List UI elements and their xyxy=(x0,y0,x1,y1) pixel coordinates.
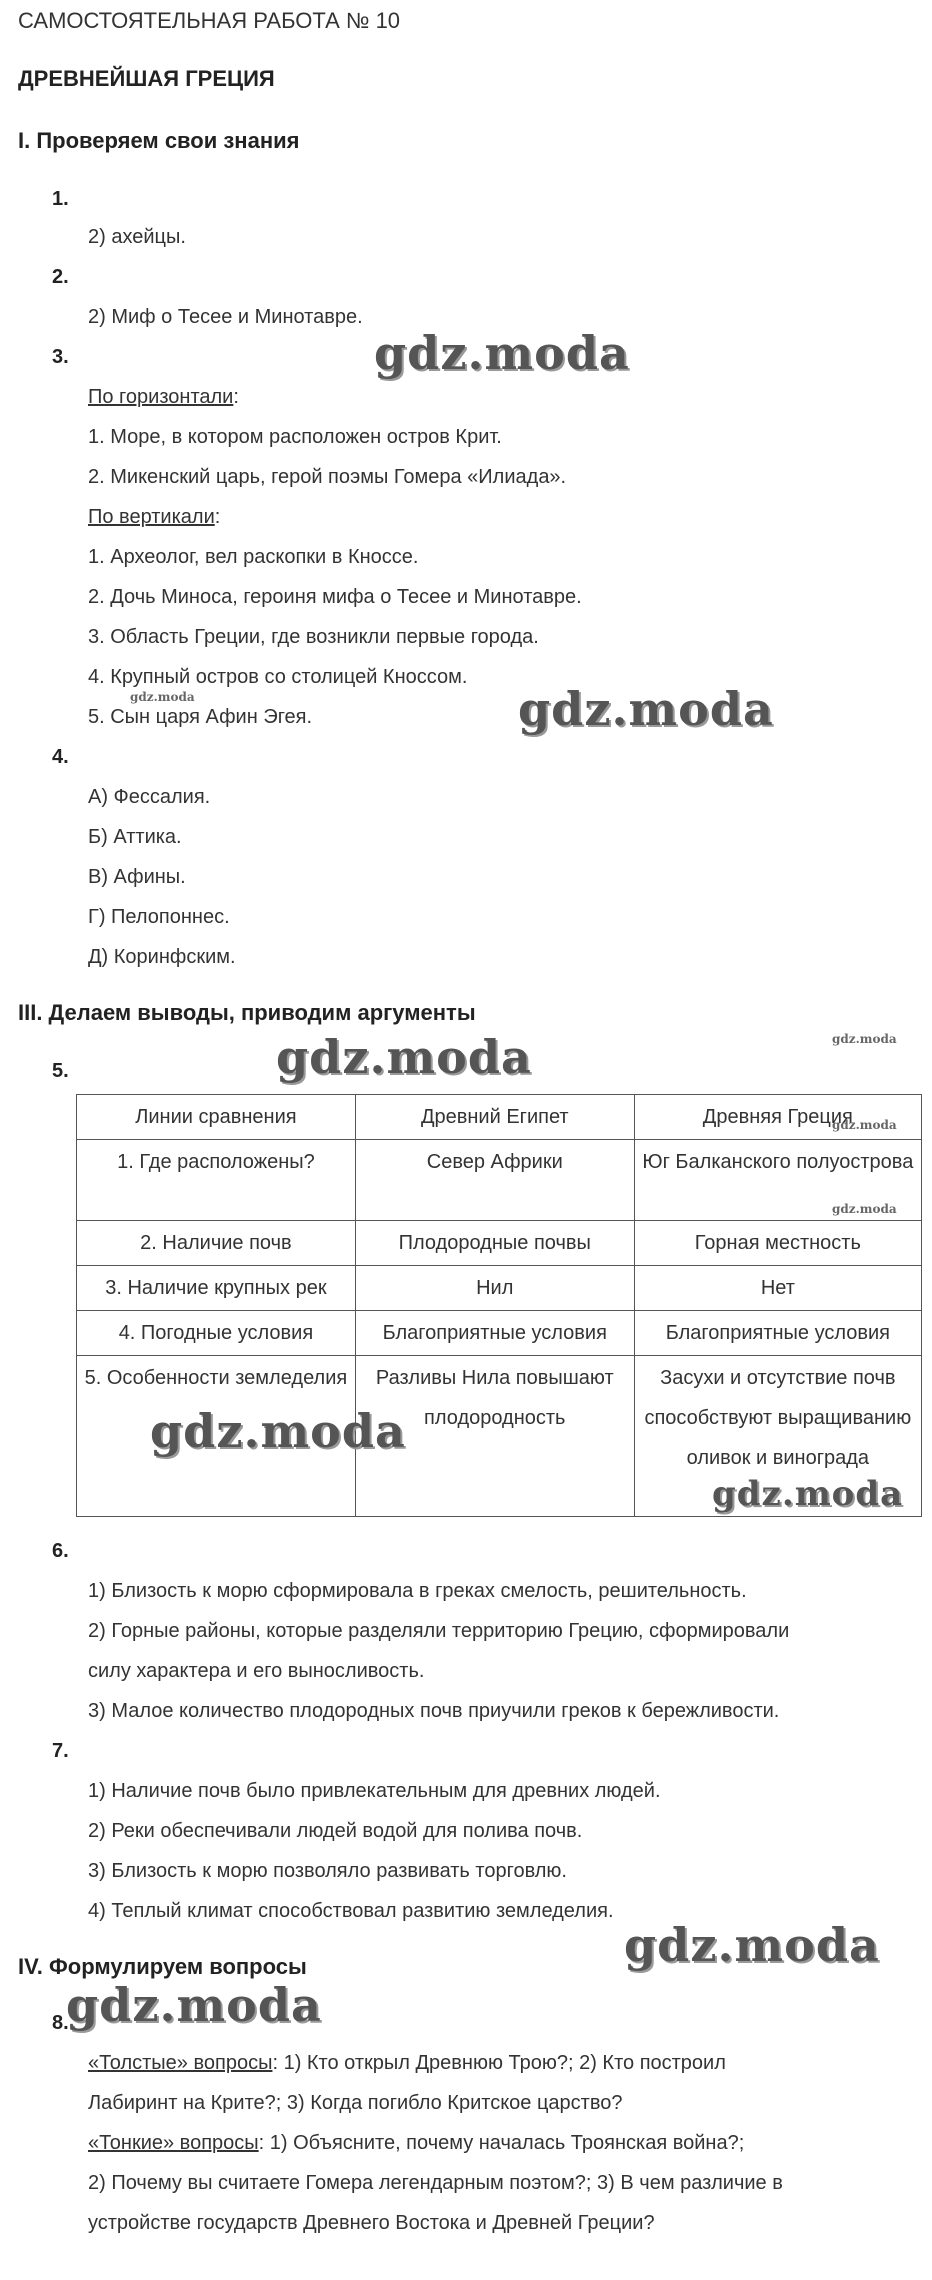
q3-vertical-3: 3. Область Греции, где возникли первые города. xyxy=(88,626,539,648)
page-title: САМОСТОЯТЕЛЬНАЯ РАБОТА № 10 xyxy=(18,8,401,33)
table-row xyxy=(77,1221,922,1266)
q3-horizontal-1: 1. Море, в котором расположен остров Крит. xyxy=(88,426,502,448)
table-cell: 5. Особенности земледелия xyxy=(77,1356,356,1517)
q4-number: 4. xyxy=(52,746,69,768)
table-cell: Благоприятные условия xyxy=(634,1311,921,1356)
watermark: gdz.moda xyxy=(518,682,774,736)
q5-number: 5. xyxy=(52,1060,69,1082)
section3-heading: III. Делаем выводы, приводим аргументы xyxy=(18,1000,476,1025)
table-cell: Засухи и отсутствие почв способствуют выращиванию оливок и винограда xyxy=(634,1356,921,1517)
table-row xyxy=(77,1266,922,1311)
section1-heading: I. Проверяем свои знания xyxy=(18,128,300,153)
table-cell: Горная местность xyxy=(634,1221,921,1266)
q6-line-2: 2) Горные районы, которые разделяли территорию Грецию, сформировали xyxy=(88,1620,790,1642)
watermark-small: gdz.moda xyxy=(130,690,195,704)
q6-line-1: 1) Близость к морю сформировала в греках смелость, решительность. xyxy=(88,1580,747,1602)
table-cell: Нет xyxy=(634,1266,921,1311)
watermark: gdz.moda xyxy=(712,1474,904,1514)
table-cell: Нил xyxy=(355,1266,634,1311)
q2-number: 2. xyxy=(52,266,69,288)
q3-vertical-label: По вертикали: xyxy=(88,506,221,528)
table-header-row xyxy=(77,1095,922,1140)
q8-thin-line-3: устройстве государств Древнего Востока и Древней Греции? xyxy=(88,2212,655,2234)
q3-vertical-4: 4. Крупный остров со столицей Кноссом. xyxy=(88,666,468,688)
watermark: gdz.moda xyxy=(150,1404,406,1458)
q6-number: 6. xyxy=(52,1540,69,1562)
q3-vertical-2: 2. Дочь Миноса, героиня мифа о Тесее и Минотавре. xyxy=(88,586,582,608)
watermark: gdz.moda xyxy=(374,326,630,380)
table-cell: 2. Наличие почв xyxy=(77,1221,356,1266)
q3-horizontal-label: По горизонтали: xyxy=(88,386,239,408)
q4-answer-e: Д) Коринфским. xyxy=(88,946,236,968)
q4-answer-c: В) Афины. xyxy=(88,866,186,888)
table-row xyxy=(77,1140,922,1221)
table-header-cell: Древняя Греция xyxy=(634,1095,921,1140)
q4-answer-a: А) Фессалия. xyxy=(88,786,211,808)
topic-heading: ДРЕВНЕЙШАЯ ГРЕЦИЯ xyxy=(18,66,275,91)
watermark-small: gdz.moda xyxy=(832,1202,897,1216)
q7-line-2: 2) Реки обеспечивали людей водой для полива почв. xyxy=(88,1820,583,1842)
q7-line-3: 3) Близость к морю позволяло развивать торговлю. xyxy=(88,1860,567,1882)
q8-thick-line-1: «Толстые» вопросы: 1) Кто открыл Древнюю Трою?; 2) Кто построил xyxy=(88,2052,726,2074)
table-cell: Разливы Нила повышают плодородность xyxy=(355,1356,634,1517)
q7-line-4: 4) Теплый климат способствовал развитию земледелия. xyxy=(88,1900,614,1922)
watermark-small: gdz.moda xyxy=(832,1032,897,1046)
table-cell: 1. Где расположены? xyxy=(77,1140,356,1221)
q3-horizontal-2: 2. Микенский царь, герой поэмы Гомера «Илиада». xyxy=(88,466,567,488)
q6-line-4: 3) Малое количество плодородных почв приучили греков к бережливости. xyxy=(88,1700,780,1722)
q3-number: 3. xyxy=(52,346,69,368)
q4-answer-d: Г) Пелопоннес. xyxy=(88,906,230,928)
watermark: gdz.moda xyxy=(66,1978,322,2032)
table-cell: Север Африки xyxy=(355,1140,634,1221)
watermark-small: gdz.moda xyxy=(832,1118,897,1132)
q6-line-3: силу характера и его выносливость. xyxy=(88,1660,425,1682)
q7-line-1: 1) Наличие почв было привлекательным для древних людей. xyxy=(88,1780,661,1802)
q2-answer: 2) Миф о Тесее и Минотавре. xyxy=(88,306,363,328)
watermark: gdz.moda xyxy=(624,1918,880,1972)
q7-number: 7. xyxy=(52,1740,69,1762)
q8-thick-line-2: Лабиринт на Крите?; 3) Когда погибло Критское царство? xyxy=(88,2092,623,2114)
table-cell: Плодородные почвы xyxy=(355,1221,634,1266)
table-cell: 4. Погодные условия xyxy=(77,1311,356,1356)
q3-vertical-5: 5. Сын царя Афин Эгея. xyxy=(88,706,313,728)
q1-answer: 2) ахейцы. xyxy=(88,226,186,248)
table-cell: 3. Наличие крупных рек xyxy=(77,1266,356,1311)
q4-answer-b: Б) Аттика. xyxy=(88,826,182,848)
q8-number: 8. xyxy=(52,2012,69,2034)
table-row xyxy=(77,1311,922,1356)
section4-heading: IV. Формулируем вопросы xyxy=(18,1954,307,1979)
q8-thin-line-1: «Тонкие» вопросы: 1) Объясните, почему началась Троянская война?; xyxy=(88,2132,745,2154)
q8-thin-line-2: 2) Почему вы считаете Гомера легендарным поэтом?; 3) В чем различие в xyxy=(88,2172,783,2194)
table-header-cell: Древний Египет xyxy=(355,1095,634,1140)
table-header-cell: Линии сравнения xyxy=(77,1095,356,1140)
table-cell: Благоприятные условия xyxy=(355,1311,634,1356)
watermark: gdz.moda xyxy=(276,1030,532,1084)
q1-number: 1. xyxy=(52,188,69,210)
table-cell: Юг Балканского полуострова xyxy=(634,1140,921,1221)
q3-vertical-1: 1. Археолог, вел раскопки в Кноссе. xyxy=(88,546,419,568)
